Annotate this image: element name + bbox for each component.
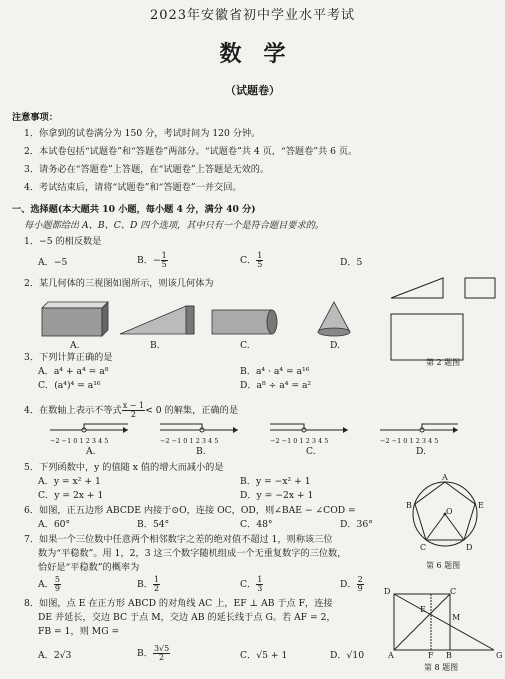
side-view-rect [465,278,495,298]
q8-label-f: F [428,651,434,660]
note-3: 3．请务必在“答题卷”上答题，在“试题卷”上答题是无效的。 [24,164,270,175]
q3-option-a: A．a⁴ + a⁴ = a⁸ [38,366,109,377]
q6-option-c: C．48° [240,519,273,530]
q5-option-c: C．y = 2x + 1 [38,490,104,501]
q4-option-c: C. [306,446,316,457]
q2-option-c: C. [240,340,250,351]
box-side [102,302,108,336]
q8-square-figure [390,590,500,656]
q3-option-c: C．(a⁴)⁴ = a¹⁶ [38,380,101,391]
section-heading: 一、选择题(本大题共 10 小题，每小题 4 分，满分 40 分) [12,204,256,215]
q4-number-line-a [50,422,130,436]
note-1: 1．你拿到的试卷满分为 150 分，考试时间为 120 分钟。 [24,128,261,139]
q6-stem: 6．如图，正五边形 ABCDE 内接于⊙O，连接 OC，OD，则∠BAE − ∠COD = [24,505,356,516]
box-front [42,308,102,336]
prism [120,306,194,334]
q5-option-a: A．y = x² + 1 [38,476,101,487]
q2-stem: 2．某几何体的三视图如图所示，则该几何体为 [24,278,214,289]
note-2: 2．本试卷包括“试题卷”和“答题卷”两部分。“试题卷”共 4 页，“答题卷”共 6 页。 [24,146,358,157]
q1-stem: 1．−5 的相反数是 [24,236,102,247]
q8-label-c: C [450,587,457,596]
q8-label-d: D [384,587,391,596]
q1-option-b: B．− $\frac{1}{5}$ [137,251,167,269]
q8-stem-1: 8．如图，点 E 在正方形 ABCD 的对角线 AC 上，EF ⊥ AB 于点 F，连接 [24,598,333,609]
q3-stem: 3．下列计算正确的是 [24,352,113,363]
q4-option-d: D. [416,446,426,457]
q2-figure-caption: 第 2 题图 [426,358,461,367]
q5-option-d: D．y = −2x + 1 [240,490,314,501]
exam-title: 2023年安徽省初中学业水平考试 [149,8,356,23]
q6-label-a: A [442,473,448,482]
q4-number-line-d [380,422,460,436]
box-top [42,302,108,308]
pentagon [415,482,475,540]
q2-option-d: D. [330,340,340,351]
cone-base [318,328,350,336]
q6-label-d: D [466,543,473,552]
q4-stem: 4．在数轴上表示不等式 $\frac{x - 1}{2}$ < 0 的解集，正确的是 [24,401,239,419]
q1-option-a: A．−5 [38,257,68,268]
q5-option-b: B．y = −x² + 1 [240,476,311,487]
q6-option-b: B．54° [137,519,170,530]
q4-axis-labels-d: −2 −1 0 1 2 3 4 5 [380,437,439,445]
q6-label-e: E [478,501,484,510]
q6-option-d: D．36° [340,519,373,530]
cylinder-body [212,310,272,334]
q8-option-b: B． $\frac{3√5}{2}$ [137,644,170,662]
q6-label-o: O [446,507,453,516]
q8-label-g: G [496,651,503,660]
q8-figure-caption: 第 8 题图 [424,663,459,672]
q6-figure-caption: 第 6 题图 [426,561,461,570]
top-view-rect [391,314,463,360]
q8-option-a: A．2√3 [38,650,72,661]
q7-option-d: D． $\frac{2}{9}$ [340,575,363,593]
prism-side [186,306,194,334]
q7-stem-3: 恰好是“平稳数”的概率为 [38,562,140,573]
line-dg [394,594,494,650]
q2-option-b: B. [150,340,160,351]
q6-option-a: A．60° [38,519,71,530]
q4-option-a: A. [86,446,96,457]
q4-option-b: B. [196,446,206,457]
q8-stem-3: FB = 1，则 MG = [38,626,120,637]
cylinder-end [267,310,277,334]
subject-title: 数 学 [219,41,286,67]
q8-stem-2: DE 并延长，交边 BC 于点 M，交边 AB 的延长线于点 G。若 AF = 2， [38,612,336,623]
q6-label-c: C [420,543,427,552]
cone [318,302,350,332]
paper-type: （试题卷） [225,84,280,97]
q7-option-a: A． $\frac{5}{9}$ [38,575,60,593]
q3-option-b: B．a⁴ · a⁴ = a¹⁶ [240,366,310,377]
q7-stem-1: 7．如果一个三位数中任意两个相邻数字之差的绝对值不超过 1，则称该三位 [24,534,333,545]
q6-label-b: B [406,501,412,510]
q8-option-c: C．√5 + 1 [240,650,288,661]
q4-number-line-c [270,422,350,436]
q8-label-m: M [452,613,461,622]
q1-option-c: C． $\frac{1}{5}$ [240,251,263,269]
section-instruction: 每小题都给出 A、B、C、D 四个选项，其中只有一个是符合题目要求的。 [24,220,325,231]
q8-option-d: D．√10 [330,650,365,661]
q4-number-line-b [160,422,240,436]
q7-stem-2: 数为“平稳数”。用 1，2，3 这三个数字随机组成一个无重复数字的三位数， [38,548,347,559]
q8-label-e: E [420,605,426,614]
diagonal-ac [394,594,450,650]
q4-axis-labels-b: −2 −1 0 1 2 3 4 5 [160,437,219,445]
q7-option-c: C． $\frac{1}{3}$ [240,575,263,593]
front-view-triangle [391,278,443,298]
notes-heading: 注意事项： [12,112,58,123]
q7-option-b: B． $\frac{1}{2}$ [137,575,160,593]
q1-option-d: D．5 [340,257,363,268]
q8-label-a: A [388,651,394,660]
q2-option-a: A. [70,340,80,351]
q8-label-b: B [446,651,452,660]
q3-option-d: D．a⁸ ÷ a⁴ = a² [240,380,312,391]
q2-solids [38,300,358,340]
q4-axis-labels-c: −2 −1 0 1 2 3 4 5 [270,437,329,445]
q5-stem: 5．下列函数中，y 的值随 x 值的增大而减小的是 [24,462,224,473]
q4-axis-labels-a: −2 −1 0 1 2 3 4 5 [50,437,109,445]
note-4: 4．考试结束后，请将“试题卷”和“答题卷”一并交回。 [24,182,242,193]
